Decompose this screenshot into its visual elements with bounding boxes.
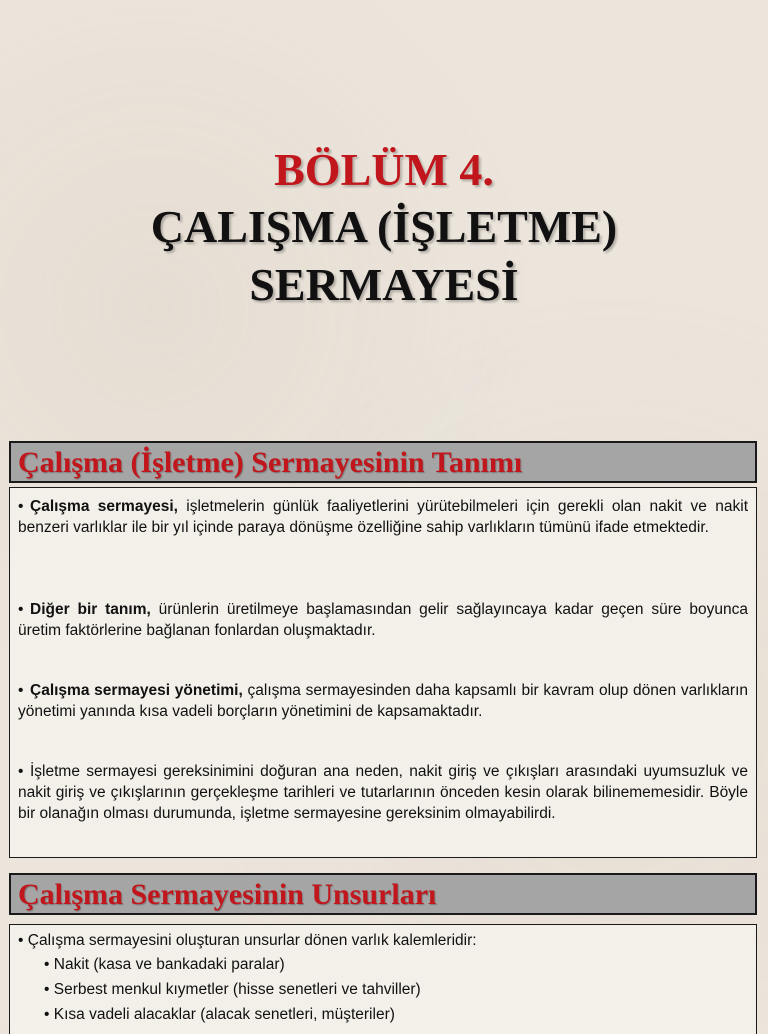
chapter-title-line-1: ÇALIŞMA (İŞLETME)	[150, 201, 618, 252]
paragraph-lead: Çalışma sermayesi yönetimi,	[30, 682, 243, 699]
bullet-icon: •	[44, 1006, 50, 1023]
title-slide	[0, 0, 768, 420]
bullet-icon: •	[44, 981, 50, 998]
bullet-icon: •	[18, 932, 24, 949]
list-item	[44, 953, 285, 977]
list-intro	[18, 929, 477, 953]
bullet-paragraph	[18, 680, 748, 722]
list-item	[44, 1003, 395, 1027]
bullet-paragraph	[18, 761, 748, 824]
list-item	[44, 978, 421, 1002]
paragraph-text: çalışma sermayesinden daha kapsamlı bir kavram olup dönen varlıkların yönetimi yanında kısa vadeli borçların yönetimini de kapsamaktadır.	[18, 682, 748, 720]
bullet-icon: •	[18, 601, 24, 618]
paragraph-lead: Çalışma sermayesi,	[30, 498, 178, 515]
section-heading-text: Çalışma Sermayesinin Unsurları	[18, 878, 437, 911]
section-heading-text: Çalışma (İşletme) Sermayesinin Tanımı	[18, 446, 523, 479]
section-heading-definition	[9, 441, 757, 483]
elements-content-box	[9, 924, 757, 1034]
definition-content-box	[9, 487, 757, 858]
chapter-title-line-2: SERMAYESİ	[249, 259, 519, 310]
paragraph-text: işletmelerin günlük faaliyetlerini yürütebilmeleri için gerekli olan nakit ve nakit benzeri varlıklar ile bir yıl içinde paraya dönüşme özelliğine sahip varlıkların tümünü ifade etmektedir.	[18, 498, 748, 536]
bullet-icon: •	[18, 682, 24, 699]
bullet-icon: •	[18, 763, 24, 780]
bullet-icon: •	[44, 956, 50, 973]
bullet-icon: •	[18, 498, 24, 515]
paragraph-text: ürünlerin üretilmeye başlamasından gelir sağlayıncaya kadar geçen süre boyunca üretim faktörlerine bağlanan fonlardan oluşmaktadır.	[18, 601, 748, 639]
paragraph-text: İşletme sermayesi gereksinimini doğuran ana neden, nakit giriş ve çıkışları arasındaki uyumsuzluk ve nakit giriş ve çıkışlarının gerçekleşme tarihleri ve tutarlarının önceden kesin olarak bilinememesidir. Böyle bir olanağın olması durumunda, işletme sermayesine gereksinim olmayabilirdi.	[18, 763, 748, 822]
list-item-text: Nakit (kasa ve bankadaki paralar)	[53, 956, 285, 973]
list-item-text: Kısa vadeli alacaklar (alacak senetleri, müşteriler)	[53, 1006, 395, 1023]
list-intro-text: Çalışma sermayesini oluşturan unsurlar dönen varlık kalemleridir:	[27, 932, 477, 949]
bullet-paragraph	[18, 496, 748, 538]
list-item-text: Serbest menkul kıymetler (hisse senetleri ve tahviller)	[53, 981, 421, 998]
bullet-paragraph	[18, 599, 748, 641]
chapter-number: BÖLÜM 4.	[274, 144, 494, 195]
section-heading-elements	[9, 873, 757, 915]
paragraph-lead: Diğer bir tanım,	[30, 601, 151, 618]
